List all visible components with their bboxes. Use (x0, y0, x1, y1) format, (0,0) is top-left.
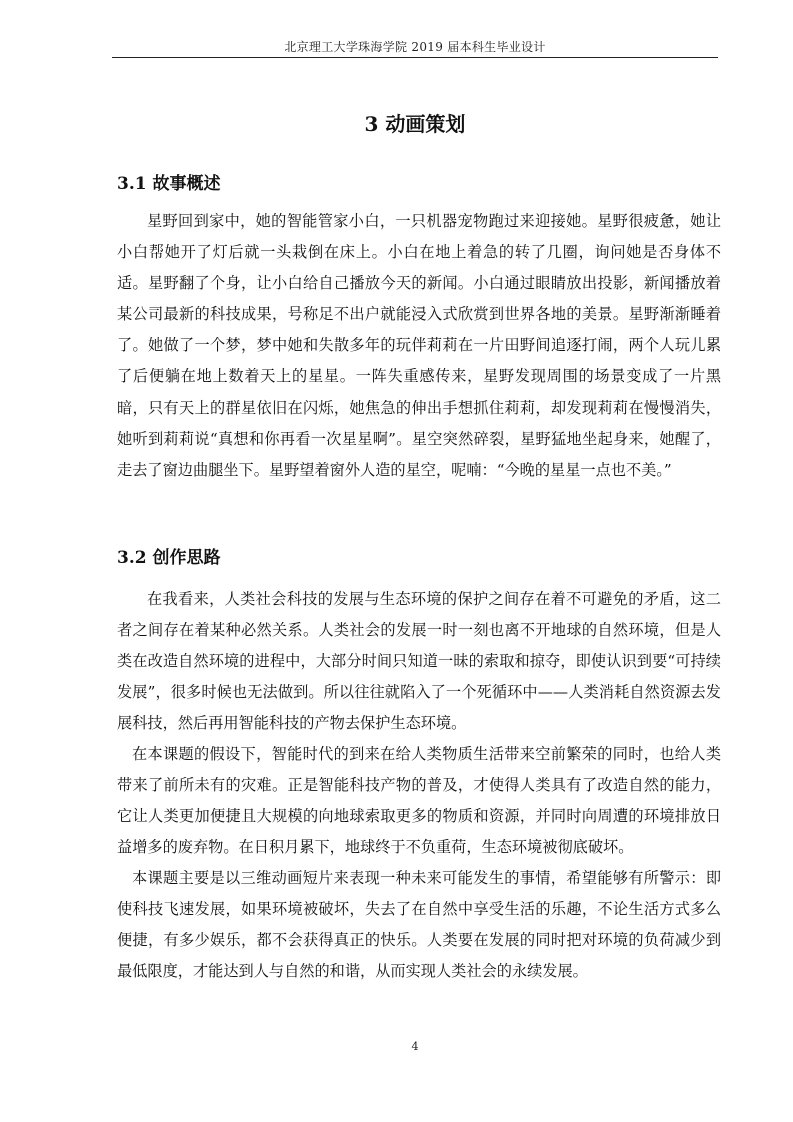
paragraph-story-overview: 星野回到家中，她的智能管家小白，一只机器宠物跑过来迎接她。星野很疲惫，她让小白帮她开了灯后就一头栽倒在床上。小白在地上着急的转了几圈，询问她是否身体不适。星野翻了个身，让小白给自己播放今天的新闻。小白通过眼睛放出投影，新闻播放着某公司最新的科技成果，号称足不出户就能浸入式欣赏到世界各地的美景。星野渐渐睡着了。她做了一个梦，梦中她和失散多年的玩伴莉莉在一片田野间追逐打闹，两个人玩儿累了后便躺在地上数着天上的星星。一阵失重感传来，星野发现周围的场景变成了一片黑暗，只有天上的群星依旧在闪烁，她焦急的伸出手想抓住莉莉，却发现莉莉在慢慢消失，她听到莉莉说“真想和你再看一次星星啊”。星空突然碎裂，星野猛地坐起身来，她醒了，走去了窗边曲腿坐下。星野望着窗外人造的星空，呢喃：“今晚的星星一点也不美。” (117, 212, 721, 479)
paragraph-idea-1: 在我看来，人类社会科技的发展与生态环境的保护之间存在着不可避免的矛盾，这二者之间存在着某种必然关系。人类社会的发展一时一刻也离不开地球的自然环境，但是人类在改造自然环境的进程中，大部分时间只知道一昧的索取和掠夺，即使认识到要“可持续发展”，很多时候也无法做到。所以往往就陷入了一个死循环中——人类消耗自然资源去发展科技，然后再用智能科技的产物去保护生态环境。 (117, 590, 721, 733)
running-header: 北京理工大学珠海学院 2019 届本科生毕业设计 (284, 40, 546, 54)
page-number: 4 (411, 1040, 419, 1053)
chapter-title: 3 动画策划 (364, 112, 466, 136)
section-heading-3-2: 3.2 创作思路 (117, 548, 221, 568)
section-heading-3-1: 3.1 故事概述 (117, 174, 221, 194)
paragraph-idea-3: 本课题主要是以三维动画短片来表现一种未来可能发生的事情，希望能够有所警示：即使科技飞速发展，如果环境被破坏，失去了在自然中享受生活的乐趣，不论生活方式多么便捷，有多少娱乐，都不会获得真正的快乐。人类要在发展的同时把对环境的负荷减少到最低限度，才能达到人与自然的和谐，从而实现人类社会的永续发展。 (117, 869, 721, 981)
paragraph-idea-2: 在本课题的假设下，智能时代的到来在给人类物质生活带来空前繁荣的同时，也给人类带来了前所未有的灾难。正是智能科技产物的普及，才使得人类具有了改造自然的能力，它让人类更加便捷且大规模的向地球索取更多的物质和资源，并同时向周遭的环境排放日益增多的废弃物。在日积月累下，地球终于不负重荷，生态环境被彻底破坏。 (117, 745, 721, 857)
header-rule (112, 57, 718, 58)
